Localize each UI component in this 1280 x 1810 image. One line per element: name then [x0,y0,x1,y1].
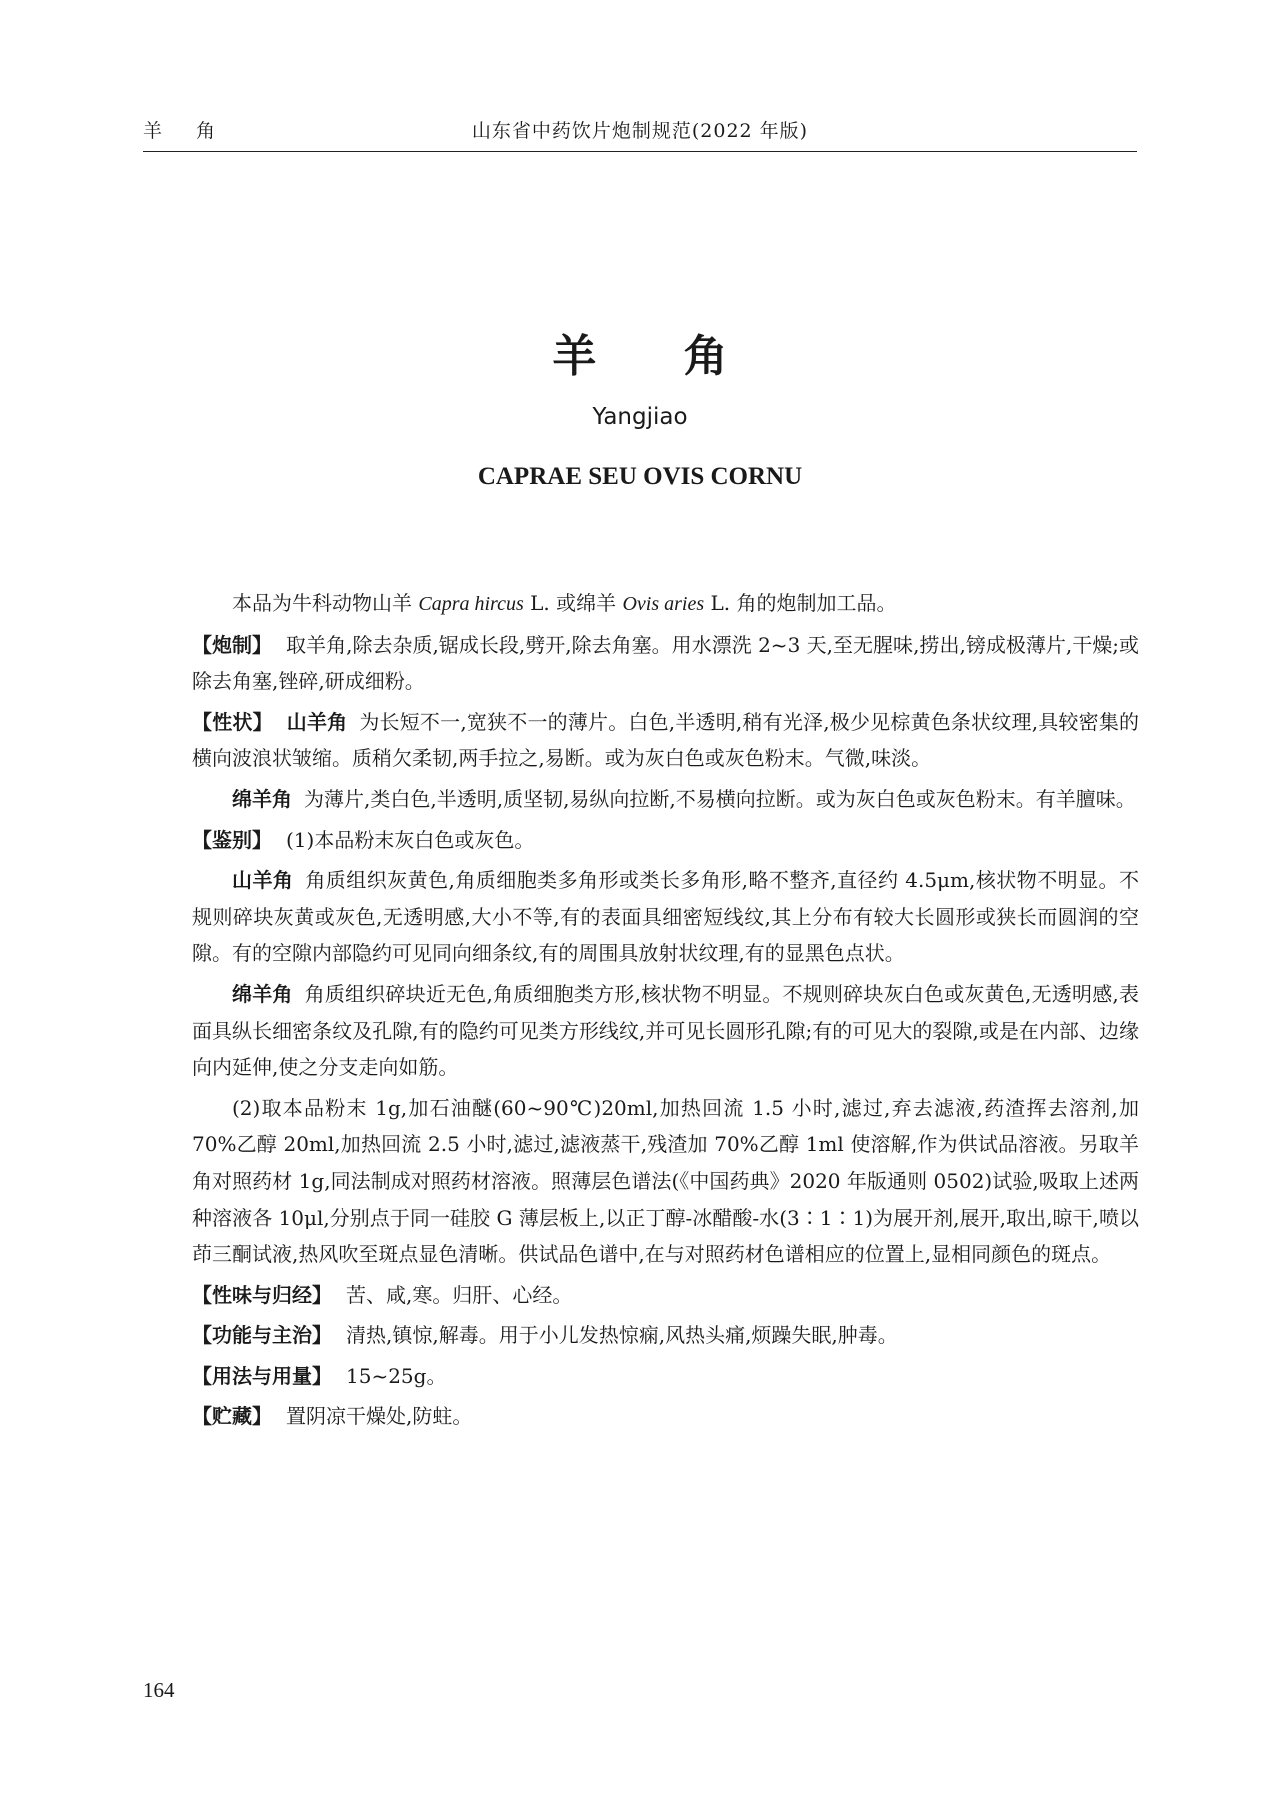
species-goat: Capra hircus [418,593,524,615]
description-goat-text: 为长短不一,宽狭不一的薄片。白色,半透明,稍有光泽,极少见棕黄色条状纹理,具较密集的横向波浪状皱缩。质稍欠柔韧,两手拉之,易断。或为灰白色或灰色粉末。气微,味淡。 [192,709,1140,771]
identification-paragraph-2 [192,1090,1139,1273]
identification-paragraph-1 [192,822,1139,859]
identification-goat-paragraph [192,862,1139,972]
running-header [143,112,1137,148]
intro-text-3: L. 角的炮制加工品。 [704,591,897,615]
function-text: 清热,镇惊,解毒。用于小儿发热惊痫,风热头痛,烦躁失眠,肿毒。 [346,1323,898,1348]
dosage-text: 15~25g。 [346,1363,447,1388]
processing-label: 【炮制】 [192,632,273,657]
property-text: 苦、咸,寒。归肝、心经。 [346,1282,573,1307]
identification-sheep-label: 绵羊角 [232,981,293,1006]
description-sheep-paragraph [192,781,1139,818]
identification-item-1: (1)本品粉末灰白色或灰色。 [286,827,535,852]
function-label: 【功能与主治】 [192,1323,332,1348]
monograph-latin-name: CAPRAE SEU OVIS CORNU [477,463,803,490]
intro-text-2: L. 或绵羊 [523,591,623,615]
species-sheep: Ovis aries [622,593,705,615]
header-left-title: 羊 角 [143,120,230,142]
identification-label: 【鉴别】 [192,827,272,852]
description-goat-label: 山羊角 [286,709,348,734]
identification-item-2: (2)取本品粉末 1g,加石油醚(60~90℃)20ml,加热回流 1.5 小时,滤过,弃去滤液,药渣挥去溶剂,加 70%乙醇 20ml,加热回流 2.5 小时,滤过,滤液蒸干,残渣加 70%乙醇 1ml 使溶解,作为供试品溶液。另取羊角对照药材 1g,同法制成对照药材溶液。照薄层色谱法(《中国药典》2020 年版通则 0502)试验,吸取上述两种溶液各 10μl,分别点于同一硅胶 G 薄层板上,以正丁醇-冰醋酸-水(3∶1∶1)为展开剂,展开,取出,晾干,喷以茚三酮试液,热风吹至斑点显色清晰。供试品色谱中,在与对照药材色谱相应的位置上,显相同颜色的斑点。 [192,1095,1139,1267]
monograph-body [192,585,1139,1439]
monograph-title: 羊 角 [552,331,764,382]
identification-sheep-text: 角质组织碎块近无色,角质细胞类方形,核状物不明显。不规则碎块灰白色或灰黄色,无透明感,表面具纵长细密条纹及孔隙,有的隐约可见类方形线纹,并可见长圆形孔隙;有的可见大的裂隙,或是在内部、边缘向内延伸,使之分支走向如筋。 [192,981,1139,1080]
dosage-paragraph [192,1358,1139,1395]
description-sheep-text: 为薄片,类白色,半透明,质坚韧,易纵向拉断,不易横向拉断。或为灰白色或灰色粉末。有羊膻味。 [304,786,1136,811]
identification-sheep-paragraph [192,976,1139,1086]
description-label: 【性状】 [192,709,273,734]
intro-paragraph [192,585,1139,623]
identification-goat-label: 山羊角 [232,868,294,893]
processing-paragraph [192,627,1139,700]
function-paragraph [192,1317,1139,1354]
intro-text-1: 本品为牛科动物山羊 [232,591,419,615]
storage-text: 置阴凉干燥处,防蛀。 [286,1404,473,1429]
header-rule [143,151,1137,152]
dosage-label: 【用法与用量】 [192,1363,332,1388]
property-paragraph [192,1277,1139,1314]
identification-goat-text: 角质组织灰黄色,角质细胞类多角形或类长多角形,略不整齐,直径约 4.5μm,核状物不明显。不规则碎块灰黄或灰色,无透明感,大小不等,有的表面具细密短线纹,其上分布有较大长圆形或狭长而圆润的空隙。有的空隙内部隐约可见同向细条纹,有的周围具放射状纹理,有的显黑色点状。 [192,868,1139,966]
description-goat-paragraph [192,704,1139,777]
storage-label: 【贮藏】 [192,1404,272,1429]
monograph-pinyin: Yangjiao [592,404,688,430]
storage-paragraph [192,1398,1139,1435]
header-book-title: 山东省中药饮片炮制规范(2022 年版) [471,120,809,142]
property-label: 【性味与归经】 [192,1282,332,1307]
processing-text: 取羊角,除去杂质,锯成长段,劈开,除去角塞。用水漂洗 2~3 天,至无腥味,捞出,镑成极薄片,干燥;或除去角塞,锉碎,研成细粉。 [192,632,1139,694]
description-sheep-label: 绵羊角 [232,786,292,811]
page-number: 164 [143,1678,175,1702]
